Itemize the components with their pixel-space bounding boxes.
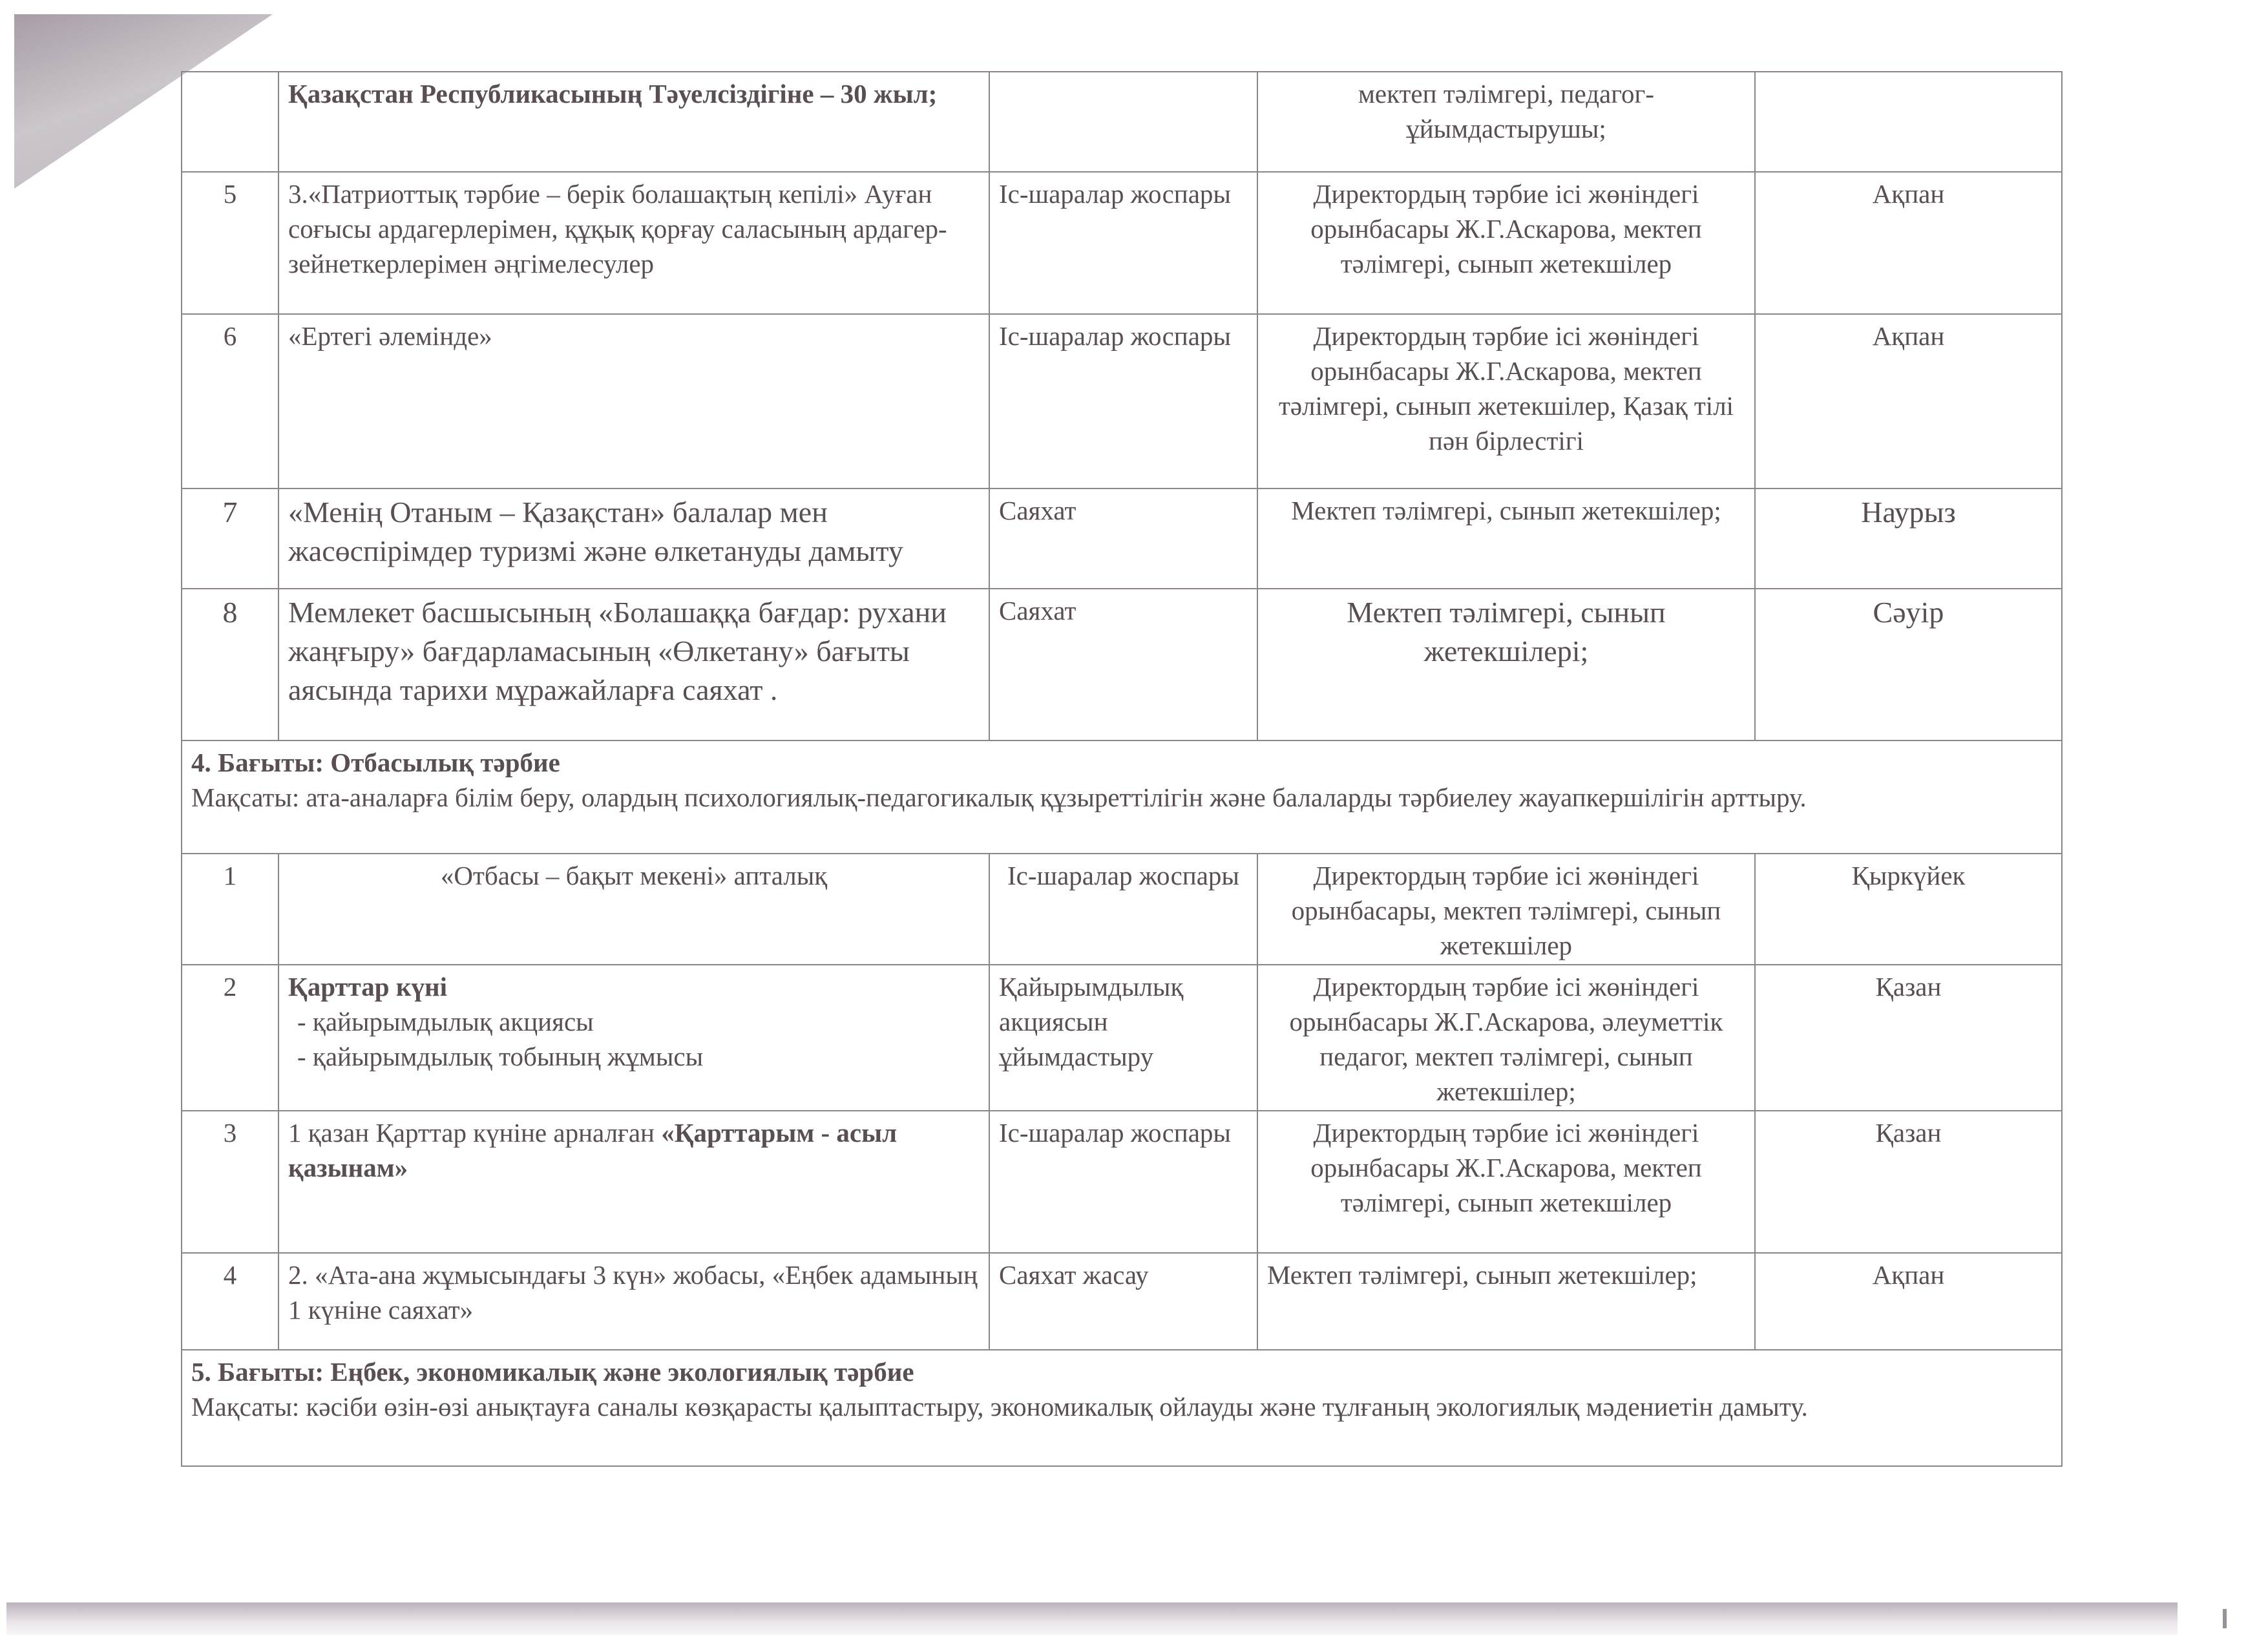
section-goal: Мақсаты: кәсіби өзін-өзі анықтауға саналы көзқарасты қалыптастыру, экономикалық ойлауды және тұлғаның экологиялық мәдениетін дамыту. bbox=[191, 1392, 1808, 1422]
time-cell: Наурыз bbox=[1755, 488, 2062, 589]
form-cell: Іс-шаралар жоспары bbox=[989, 854, 1257, 965]
responsible-cell: Директордың тәрбие ісі жөніндегі орынбасары Ж.Г.Аскарова, мектеп тәлімгері, сынып жетекшілер, Қазақ тілі пән бірлестігі bbox=[1257, 314, 1755, 488]
form-cell: Саяхат bbox=[989, 589, 1257, 740]
responsible-cell: Директордың тәрбие ісі жөніндегі орынбасары, мектеп тәлімгері, сынып жетекшілер bbox=[1257, 854, 1755, 965]
section-goal: Мақсаты: ата-аналарға білім беру, олардың психологиялық-педагогикалық құзыреттілігін және балаларды тәрбиелеу жауапкершілігін арттыру. bbox=[191, 782, 1807, 812]
event-text: 1 қазан Қарттар күніне арналған bbox=[288, 1118, 662, 1148]
table-row bbox=[182, 72, 2062, 172]
event-list-item: - қайырымдылық акциясы bbox=[297, 1007, 594, 1036]
event-cell: 3.«Патриоттық тәрбие – берік болашақтың кепілі» Ауған соғысы ардагерлерімен, құқық қорғау саласының ардагер-зейнеткерлерімен әңгімелесулер bbox=[278, 172, 989, 314]
time-cell: Ақпан bbox=[1755, 172, 2062, 314]
section-header bbox=[182, 740, 2062, 854]
row-number: 5 bbox=[182, 172, 278, 314]
table-row bbox=[182, 1253, 2062, 1350]
table-row bbox=[182, 1111, 2062, 1253]
form-cell: Саяхат жасау bbox=[989, 1253, 1257, 1350]
table-row bbox=[182, 965, 2062, 1111]
event-title: «Қарттарым - асыл қазынам» bbox=[288, 1118, 898, 1182]
row-number: 1 bbox=[182, 854, 278, 965]
time-cell: Қазан bbox=[1755, 1111, 2062, 1253]
scan-edge-shadow bbox=[6, 1602, 2178, 1635]
form-cell: Саяхат bbox=[989, 488, 1257, 589]
table-row bbox=[182, 488, 2062, 589]
form-cell: Іс-шаралар жоспары bbox=[989, 1111, 1257, 1253]
time-cell: Қазан bbox=[1755, 965, 2062, 1111]
section-title: 4. Бағыты: Отбасылық тәрбие bbox=[191, 748, 560, 777]
row-number: 3 bbox=[182, 1111, 278, 1253]
table-row bbox=[182, 589, 2062, 740]
event-cell: «Отбасы – бақыт мекені» апталық bbox=[278, 854, 989, 965]
plan-table bbox=[181, 71, 2063, 1467]
time-cell: Қыркүйек bbox=[1755, 854, 2062, 965]
event-list-item: - қайырымдылық тобының жұмысы bbox=[297, 1042, 704, 1071]
form-cell: Қайырымдылық акциясын ұйымдастыру bbox=[989, 965, 1257, 1111]
row-number: 6 bbox=[182, 314, 278, 488]
form-cell: Іс-шаралар жоспары bbox=[989, 172, 1257, 314]
time-cell: Сәуір bbox=[1755, 589, 2062, 740]
responsible-cell: Директордың тәрбие ісі жөніндегі орынбасары Ж.Г.Аскарова, әлеуметтік педагог, мектеп тәлімгері, сынып жетекшілер; bbox=[1257, 965, 1755, 1111]
responsible-cell: Директордың тәрбие ісі жөніндегі орынбасары Ж.Г.Аскарова, мектеп тәлімгері, сынып жетекшілер bbox=[1257, 172, 1755, 314]
event-title: Қарттар күні bbox=[288, 972, 447, 1002]
time-cell: Ақпан bbox=[1755, 314, 2062, 488]
form-cell bbox=[989, 72, 1257, 172]
responsible-cell: мектеп тәлімгері, педагог-ұйымдастырушы; bbox=[1257, 72, 1755, 172]
form-cell: Іс-шаралар жоспары bbox=[989, 314, 1257, 488]
time-cell: Ақпан bbox=[1755, 1253, 2062, 1350]
scan-edge-mark bbox=[2223, 1609, 2227, 1628]
section-title: 5. Бағыты: Еңбек, экономикалық және экологиялық тәрбие bbox=[191, 1357, 914, 1387]
responsible-cell: Мектеп тәлімгері, сынып жетекшілер; bbox=[1257, 1253, 1755, 1350]
row-number: 4 bbox=[182, 1253, 278, 1350]
event-cell bbox=[278, 1111, 989, 1253]
event-cell: 2. «Ата-ана жұмысындағы 3 күн» жобасы, «Еңбек адамының 1 күніне саяхат» bbox=[278, 1253, 989, 1350]
responsible-cell: Мектеп тәлімгері, сынып жетекшілері; bbox=[1257, 589, 1755, 740]
responsible-cell: Мектеп тәлімгері, сынып жетекшілер; bbox=[1257, 488, 1755, 589]
section-header bbox=[182, 1350, 2062, 1466]
event-cell: «Менің Отаным – Қазақстан» балалар мен жасөспірімдер туризмі және өлкетануды дамыту bbox=[278, 488, 989, 589]
table-row bbox=[182, 314, 2062, 488]
table-row bbox=[182, 854, 2062, 965]
event-cell bbox=[278, 965, 989, 1111]
row-number bbox=[182, 72, 278, 172]
event-cell: Мемлекет басшысының «Болашаққа бағдар: рухани жаңғыру» бағдарламасының «Өлкетану» бағыты аясында тарихи мұражайларға саяхат . bbox=[278, 589, 989, 740]
responsible-cell: Директордың тәрбие ісі жөніндегі орынбасары Ж.Г.Аскарова, мектеп тәлімгері, сынып жетекшілер bbox=[1257, 1111, 1755, 1253]
event-cell: Қазақстан Республикасының Тәуелсіздігіне – 30 жыл; bbox=[278, 72, 989, 172]
row-number: 7 bbox=[182, 488, 278, 589]
event-cell: «Ертегі әлемінде» bbox=[278, 314, 989, 488]
time-cell bbox=[1755, 72, 2062, 172]
row-number: 8 bbox=[182, 589, 278, 740]
row-number: 2 bbox=[182, 965, 278, 1111]
table-row bbox=[182, 172, 2062, 314]
